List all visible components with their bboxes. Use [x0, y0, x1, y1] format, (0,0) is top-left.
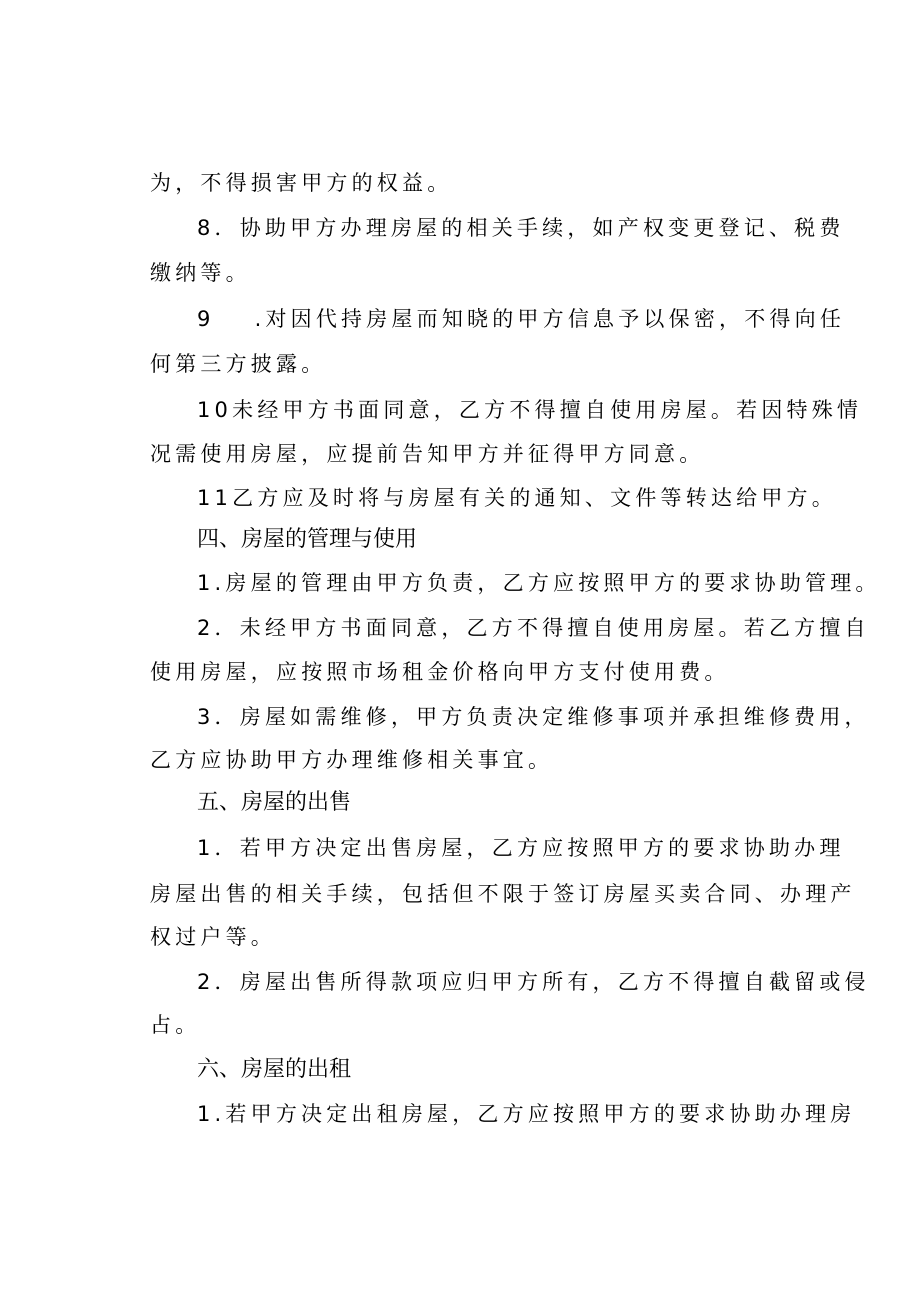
section4-item-2-line-1: 2．未经甲方书面同意，乙方不得擅自使用房屋。若乙方擅自: [197, 616, 870, 640]
section4-item-3-line-2: 乙方应协助甲方办理维修相关事宜。: [150, 748, 554, 772]
item-9-line-2: 何第三方披露。: [150, 352, 327, 376]
item-9-line-1: [197, 305, 845, 333]
section-heading-5: 五、房屋的出售: [197, 790, 352, 815]
paragraph-line: 为，不得损害甲方的权益。: [150, 171, 453, 195]
section4-item-1: 1.房屋的管理由甲方负责，乙方应按照甲方的要求协助管理。: [197, 571, 881, 595]
section5-item-2-line-2: 占。: [150, 1013, 201, 1037]
section-heading-6: 六、房屋的出租: [197, 1057, 352, 1082]
section-heading-4: 四、房屋的管理与使用: [197, 527, 418, 552]
item-9-text: .对因代持房屋而知晓的甲方信息予以保密，不得向任: [254, 307, 846, 331]
item-10-line-2: 况需使用房屋，应提前告知甲方并征得甲方同意。: [150, 442, 705, 466]
item-8-line-1: 8．协助甲方办理房屋的相关手续，如产权变更登记、税费: [197, 216, 845, 240]
item-10-line-1: 10未经甲方书面同意，乙方不得擅自使用房屋。若因特殊情: [197, 398, 863, 422]
section4-item-2-line-2: 使用房屋，应按照市场租金价格向甲方支付使用费。: [150, 660, 730, 684]
section5-item-1-line-2: 房屋出售的相关手续，包括但不限于签订房屋买卖合同、办理产: [150, 882, 856, 906]
section5-item-1-line-1: 1．若甲方决定出售房屋，乙方应按照甲方的要求协助办理: [197, 836, 845, 860]
item-9-number: 9: [197, 307, 215, 331]
section4-item-3-line-1: 3．房屋如需维修，甲方负责决定维修事项并承担维修费用，: [197, 705, 870, 729]
section5-item-2-line-1: 2．房屋出售所得款项应归甲方所有，乙方不得擅自截留或侵: [197, 970, 870, 994]
section6-item-1-line-1: 1.若甲方决定出租房屋，乙方应按照甲方的要求协助办理房: [197, 1102, 856, 1126]
item-8-line-2: 缴纳等。: [150, 261, 251, 285]
section5-item-1-line-3: 权过户等。: [150, 925, 276, 949]
item-11-line-1: 11乙方应及时将与房屋有关的通知、文件等转达给甲方。: [197, 486, 837, 510]
